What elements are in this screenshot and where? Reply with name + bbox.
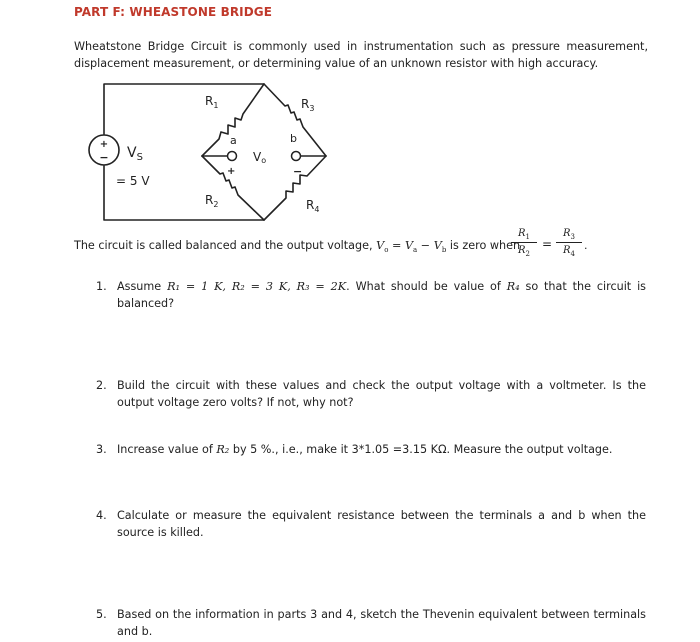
- section-heading: PART F: WHEASTONE BRIDGE: [74, 5, 273, 19]
- wire-top: [104, 84, 264, 134]
- balance-condition: The circuit is called balanced and the output voltage, $V_o = V_a - V_b$ is zero when $\frac{R_1}{R_2}$ = $\frac{R_3}{R_4}$ .: [74, 228, 588, 258]
- balance-sentence: The circuit is called balanced and the output voltage, $V_o = V_a - V_b$ is zero when: [74, 239, 521, 255]
- intro-paragraph: Wheatstone Bridge Circuit is commonly used in instrumentation such as pressure measurement, displacement measurement, or determining value of an unknown resistor with high accuracy.: [74, 40, 648, 70]
- label-vo: Vo: [253, 150, 267, 165]
- question-3: 3. Increase value of R₂ by 5 %., i.e., make it 3*1.05 =3.15 KΩ. Measure the output voltage.: [96, 443, 613, 456]
- fraction-r1-r2: $\frac{R_1}{R_2}$: [511, 228, 537, 258]
- label-vs: $V_S$: [127, 145, 143, 163]
- resistor-r3: [264, 84, 326, 156]
- wheatstone-bridge-diagram: [80, 78, 360, 228]
- label-node-a: a: [230, 134, 237, 147]
- equals-sign: =: [542, 237, 553, 251]
- terminal-a: [228, 152, 237, 161]
- label-vo-minus: −: [293, 165, 303, 178]
- label-r3: $R_3$: [301, 97, 315, 113]
- question-2: 2. Build the circuit with these values and check the output voltage with a voltmeter. Is the output voltage zero volts? If not, why not?: [96, 379, 646, 409]
- fraction-r3-r4: $\frac{R_3}{R_4}$: [556, 228, 582, 258]
- source-minus: −: [99, 151, 109, 164]
- label-r4: $R_4$: [306, 198, 320, 214]
- question-4: 4. Calculate or measure the equivalent resistance between the terminals a and b when the source is killed.: [96, 509, 646, 539]
- label-vo-plus: +: [227, 166, 236, 177]
- label-node-b: b: [290, 132, 297, 145]
- label-r1: $R_1$: [205, 94, 219, 110]
- label-vs-value: = 5 V: [116, 174, 150, 188]
- source-plus: +: [99, 139, 109, 150]
- label-r2: $R_2$: [205, 193, 219, 209]
- question-5: 5. Based on the information in parts 3 and 4, sketch the Thevenin equivalent between terminals and b.: [96, 608, 646, 638]
- question-1: 1. Assume R₁ = 1 K, R₂ = 3 K, R₃ = 2K. What should be value of R₄ so that the circuit is balanced?: [96, 280, 647, 310]
- terminal-b: [292, 152, 301, 161]
